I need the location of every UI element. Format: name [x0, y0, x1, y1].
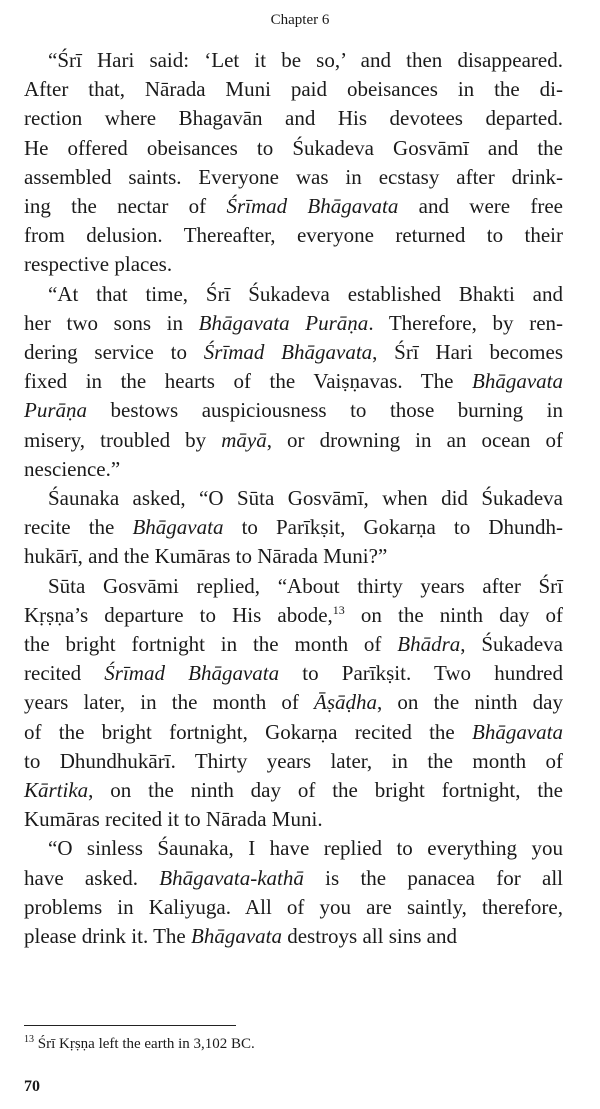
text-line — [24, 75, 563, 104]
body-text — [24, 46, 563, 951]
text-run: the bright fortnight in the month of — [24, 632, 398, 657]
text-line — [24, 163, 563, 192]
text-run: have asked. — [24, 865, 160, 890]
page-number: 70 — [24, 1078, 40, 1095]
text-run: nescience.” — [24, 456, 121, 481]
text-run: hukārī, and the Kumāras to Nārada Muni?” — [24, 544, 388, 569]
text-line — [24, 367, 563, 396]
text-line — [24, 747, 563, 776]
text-run: of the bright fortnight, Gokarṇa recited the — [24, 719, 473, 744]
italic-term: māyā — [221, 427, 267, 452]
text-run: , or drowning in an ocean of — [266, 427, 563, 452]
text-run: fixed in the hearts of the Vaiṣṇavas. The — [24, 369, 473, 394]
text-line — [24, 834, 563, 863]
text-run: . Therefore, by ren- — [368, 310, 564, 335]
text-run: on the ninth day of — [344, 602, 563, 627]
text-line — [24, 134, 563, 163]
text-line — [24, 893, 563, 922]
text-line — [24, 542, 563, 571]
text-run: and were free — [398, 194, 564, 219]
text-run: He offered obeisances to Śukadeva Gosvāmī and the — [24, 135, 563, 160]
text-run: , Śrī Hari becomes — [372, 340, 564, 365]
text-run: to Parīkṣit. Two hundred — [279, 661, 564, 686]
italic-term: Purāṇa — [24, 398, 87, 423]
text-run: assembled saints. Everyone was in ecstasy after drink- — [24, 164, 563, 189]
text-run: Kumāras recited it to Nārada Muni. — [24, 807, 323, 832]
paragraph — [24, 572, 563, 835]
text-line — [24, 309, 563, 338]
text-line — [24, 659, 563, 688]
text-line — [24, 805, 563, 834]
italic-term: Bhāgavata — [191, 924, 282, 949]
text-run: After that, Nārada Muni paid obeisances in the di- — [24, 77, 563, 102]
italic-term: Śrīmad Bhāgavata — [104, 661, 280, 686]
text-line — [24, 718, 563, 747]
text-run: rection where Bhagavān and His devotees departed. — [24, 106, 563, 131]
text-run: , on the ninth day of the bright fortnight, the — [88, 778, 563, 803]
text-run: ing the nectar of — [24, 194, 227, 219]
text-run: to Parīkṣit, Gokarṇa to Dhundh- — [223, 515, 564, 540]
italic-term: Bhāgavata-kathā — [159, 865, 304, 890]
text-line — [24, 776, 563, 805]
italic-term: Śrīmad Bhāgavata — [203, 340, 373, 365]
footnote — [24, 1036, 255, 1053]
footnote-number: 13 — [24, 1034, 34, 1045]
text-line — [24, 250, 563, 279]
text-run: respective places. — [24, 252, 173, 277]
text-run: recite the — [24, 515, 133, 540]
paragraph — [24, 834, 563, 951]
text-line — [24, 280, 563, 309]
text-run: is the panacea for all — [303, 865, 563, 890]
text-run: recited — [24, 661, 105, 686]
text-line — [24, 601, 563, 630]
text-line — [24, 864, 563, 893]
text-run: , on the ninth day — [377, 690, 563, 715]
text-line — [24, 688, 563, 717]
italic-term: Kārtika — [24, 778, 89, 803]
text-run: years later, in the month of — [24, 690, 315, 715]
text-run: dering service to — [24, 340, 204, 365]
text-run: to Dhundhukārī. Thirty years later, in the month of — [24, 748, 563, 773]
text-run: her two sons in — [24, 310, 199, 335]
text-line — [24, 455, 563, 484]
text-run: , Śukadeva — [460, 632, 563, 657]
italic-term: Bhāgavata — [472, 719, 563, 744]
text-line — [24, 104, 563, 133]
footnote-reference: 13 — [332, 602, 345, 617]
text-run: bestows auspiciousness to those burning in — [87, 398, 563, 423]
footnote-text: Śrī Kṛṣṇa left the earth in 3,102 BC. — [37, 1036, 255, 1052]
text-line — [24, 46, 563, 75]
paragraph — [24, 46, 563, 280]
italic-term: Bhāgavata Purāṇa — [198, 310, 369, 335]
paragraph — [24, 484, 563, 572]
text-run: “O sinless Śaunaka, I have replied to everything you — [48, 836, 563, 861]
text-run: misery, troubled by — [24, 427, 222, 452]
text-run: problems in Kaliyuga. All of you are saintly, therefore, — [24, 894, 563, 919]
text-line — [24, 192, 563, 221]
text-run: Sūta Gosvāmi replied, “About thirty years after Śrī — [48, 573, 563, 598]
text-run: Śaunaka asked, “O Sūta Gosvāmī, when did Śukadeva — [48, 486, 563, 511]
text-line — [24, 338, 563, 367]
text-line — [24, 426, 563, 455]
italic-term: Śrīmad Bhāgavata — [226, 194, 399, 219]
paragraph — [24, 280, 563, 484]
text-line — [24, 221, 563, 250]
italic-term: Āṣāḍha — [314, 690, 378, 715]
text-line — [24, 484, 563, 513]
text-run: Kṛṣṇa’s departure to His abode, — [24, 602, 333, 627]
italic-term: Bhāgavata — [132, 515, 224, 540]
text-run: “Śrī Hari said: ‘Let it be so,’ and then disappeared. — [48, 48, 563, 72]
text-line — [24, 922, 563, 951]
text-run: please drink it. The — [24, 924, 191, 949]
running-head: Chapter 6 — [270, 12, 330, 28]
footnote-rule — [24, 1025, 236, 1026]
text-line — [24, 513, 563, 542]
text-run: “At that time, Śrī Śukadeva established Bhakti and — [48, 281, 563, 306]
text-run: destroys all sins and — [281, 924, 457, 949]
text-run: from delusion. Thereafter, everyone returned to their — [24, 223, 563, 248]
text-line — [24, 396, 563, 425]
italic-term: Bhāgavata — [472, 369, 563, 394]
italic-term: Bhādra — [397, 632, 461, 657]
text-line — [24, 572, 563, 601]
text-line — [24, 630, 563, 659]
